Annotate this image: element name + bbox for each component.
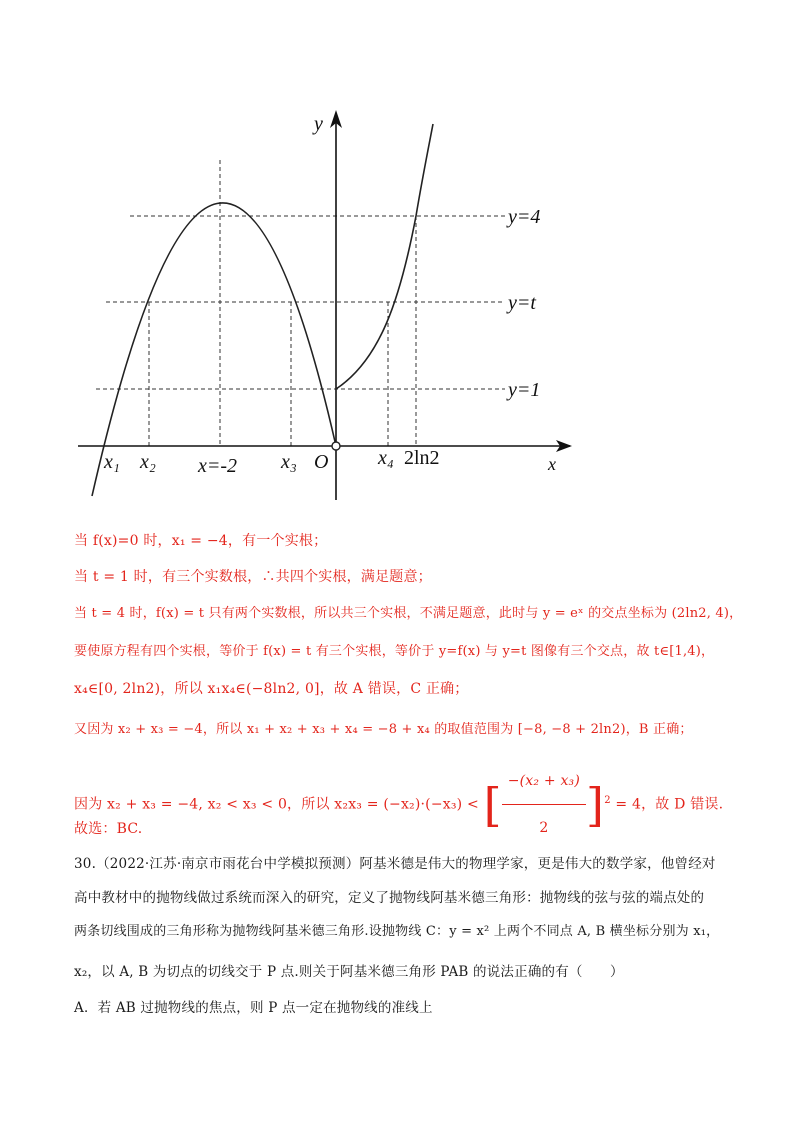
question-line-1: 30.（2022·江苏·南京市雨花台中学模拟预测）阿基米德是伟大的物理学家，更是伟大的数学家，他曾经对	[74, 856, 716, 872]
fraction-denominator: 2	[539, 820, 549, 836]
solution-answer: 故选：BC.	[74, 821, 143, 837]
right-bracket: ]	[586, 777, 605, 832]
fraction	[502, 758, 586, 851]
label-x1: x₁	[104, 451, 120, 473]
solution-line-2: 当 t = 1 时，有三个实数根，∴共四个实根，满足题意；	[74, 569, 432, 585]
question-line-3: 两条切线围成的三角形称为抛物线阿基米德三角形.设抛物线 C：y = x² 上两个不同点 A, B 横坐标分别为 x₁，	[74, 924, 720, 939]
solution-line-7	[74, 758, 723, 851]
origin-label: O	[314, 451, 329, 473]
option-a: A．若 AB 过抛物线的焦点，则 P 点一定在抛物线的准线上	[74, 1000, 433, 1016]
question-line-4: x₂，以 A, B 为切点的切线交于 P 点.则关于阿基米德三角形 PAB 的说法正确的有（ ）	[74, 964, 624, 980]
label-y-1: y=1	[508, 379, 541, 401]
square-exponent: 2	[604, 794, 611, 806]
solution-line-6: 又因为 x₂ + x₃ = −4，所以 x₁ + x₂ + x₃ + x₄ = −8 + x₄ 的取值范围为 [−8, −8 + 2ln2)，B 正确；	[74, 722, 693, 737]
inequality-conclusion: = 4，故 D 错误.	[615, 796, 724, 813]
inequality-text: 因为 x₂ + x₃ = −4, x₂ < x₃ < 0，所以 x₂x₃ = (−x₂)·(−x₃) <	[74, 796, 479, 813]
solution-line-5: x₄∈[0, 2ln2)，所以 x₁x₄∈(−8ln2, 0]，故 A 错误，C 正确；	[74, 681, 469, 697]
solution-line-3: 当 t = 4 时，f(x) = t 只有两个实数根，所以共三个实根，不满足题意，此时与 y = eˣ 的交点坐标为 (2ln2, 4)，	[74, 606, 743, 621]
question-line-2: 高中教材中的抛物线做过系统而深入的研究，定义了抛物线阿基米德三角形：抛物线的弦与弦的端点处的	[74, 890, 705, 906]
fraction-numerator: −(x₂ + x₃)	[502, 758, 586, 805]
label-x-neg2: x=-2	[198, 455, 238, 477]
label-x3: x₃	[281, 451, 297, 473]
x-axis-label: x	[548, 454, 556, 474]
label-x2: x₂	[140, 451, 156, 473]
solution-line-1: 当 f(x)=0 时，x₁ = −4，有一个实根；	[74, 533, 328, 549]
label-y-4: y=4	[508, 206, 541, 228]
function-graph	[0, 0, 800, 510]
label-2ln2: 2ln2	[404, 447, 440, 469]
exponential-branch	[336, 124, 433, 389]
label-x4: x₄	[378, 447, 394, 469]
origin-open-circle	[332, 442, 340, 450]
label-y-t: y=t	[508, 292, 536, 314]
left-bracket: [	[483, 777, 502, 832]
y-axis-label: y	[314, 113, 323, 135]
solution-line-4: 要使原方程有四个实根，等价于 f(x) = t 有三个实根，等价于 y=f(x) 与 y=t 图像有三个交点，故 t∈[1,4)，	[74, 644, 715, 659]
parabola-branch	[92, 203, 336, 496]
